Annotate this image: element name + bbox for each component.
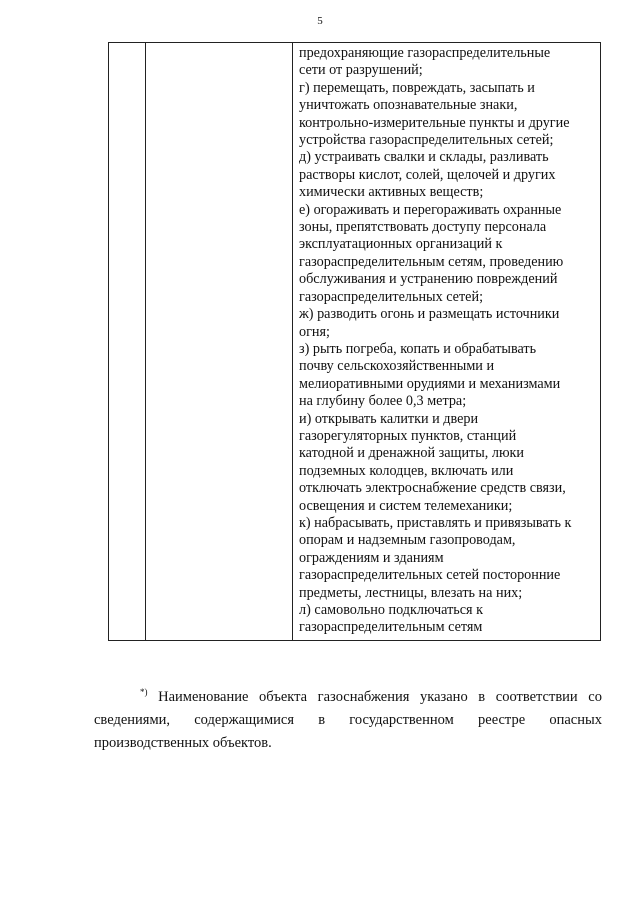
- table-row: [109, 43, 601, 641]
- text-line: предметы, лестницы, влезать на них;: [299, 584, 523, 601]
- text-line: отключать электроснабжение средств связи,: [299, 480, 566, 497]
- text-line: подземных колодцев, включать или: [299, 462, 514, 479]
- footnote: [94, 686, 602, 755]
- text-line: д) устраивать свалки и склады, разливать: [299, 149, 549, 166]
- text-line: и) открывать калитки и двери: [299, 410, 479, 427]
- text-line: предохраняющие газораспределительные: [299, 45, 551, 61]
- restrictions-text: [293, 43, 600, 637]
- text-line: л) самовольно подключаться к: [299, 602, 484, 618]
- text-line: на глубину более 0,3 метра;: [299, 393, 467, 410]
- text-line: з) рыть погреба, копать и обрабатывать: [299, 340, 537, 357]
- text-line: контрольно-измерительные пункты и другие: [299, 114, 570, 131]
- text-line: растворы кислот, солей, щелочей и других: [299, 166, 556, 183]
- footnote-line: [94, 686, 602, 709]
- footnote-line: производственных объектов.: [94, 735, 272, 751]
- text-line: ж) разводить огонь и размещать источники: [299, 306, 560, 323]
- text-line: уничтожать опознавательные знаки,: [299, 97, 518, 114]
- text-line: сети от разрушений;: [299, 62, 423, 79]
- text-line: обслуживания и устранению повреждений: [299, 271, 558, 288]
- text-line: эксплуатационных организаций к: [299, 236, 503, 253]
- text-line: к) набрасывать, приставлять и привязывать к: [299, 514, 572, 531]
- text-line: е) огораживать и перегораживать охранные: [299, 201, 562, 218]
- text-line: устройства газораспределительных сетей;: [299, 132, 554, 149]
- text-line: газораспределительных сетей посторонние: [299, 567, 561, 584]
- text-line: газораспределительных сетей;: [299, 288, 484, 305]
- text-line: газораспределительным сетям, проведению: [299, 253, 564, 270]
- text-line: зоны, препятствовать доступу персонала: [299, 219, 547, 236]
- text-line: почву сельскохозяйственными и: [299, 358, 495, 375]
- footnote-line: сведениями, содержащимися в государственном реестре опасных: [94, 712, 602, 728]
- text-line: газораспределительным сетям: [299, 619, 483, 636]
- page-number: 5: [317, 15, 323, 27]
- document-table: [108, 42, 601, 641]
- text-line: огня;: [299, 323, 330, 340]
- table-cell-restrictions: [293, 43, 601, 641]
- text-line: химически активных веществ;: [299, 184, 484, 201]
- text-line: опорам и надземным газопроводам,: [299, 532, 516, 549]
- table-cell-object: [146, 43, 293, 641]
- text-line: г) перемещать, повреждать, засыпать и: [299, 79, 535, 96]
- footnote-text: Наименование объекта газоснабжения указано в соответствии со: [158, 689, 602, 705]
- table-cell-number: [109, 43, 146, 641]
- text-line: катодной и дренажной защиты, люки: [299, 445, 525, 462]
- text-line: газорегуляторных пунктов, станций: [299, 427, 517, 444]
- text-line: освещения и систем телемеханики;: [299, 497, 513, 514]
- footnote-marker: *): [140, 687, 148, 698]
- text-line: мелиоративными орудиями и механизмами: [299, 375, 561, 392]
- text-line: ограждениям и зданиям: [299, 549, 444, 566]
